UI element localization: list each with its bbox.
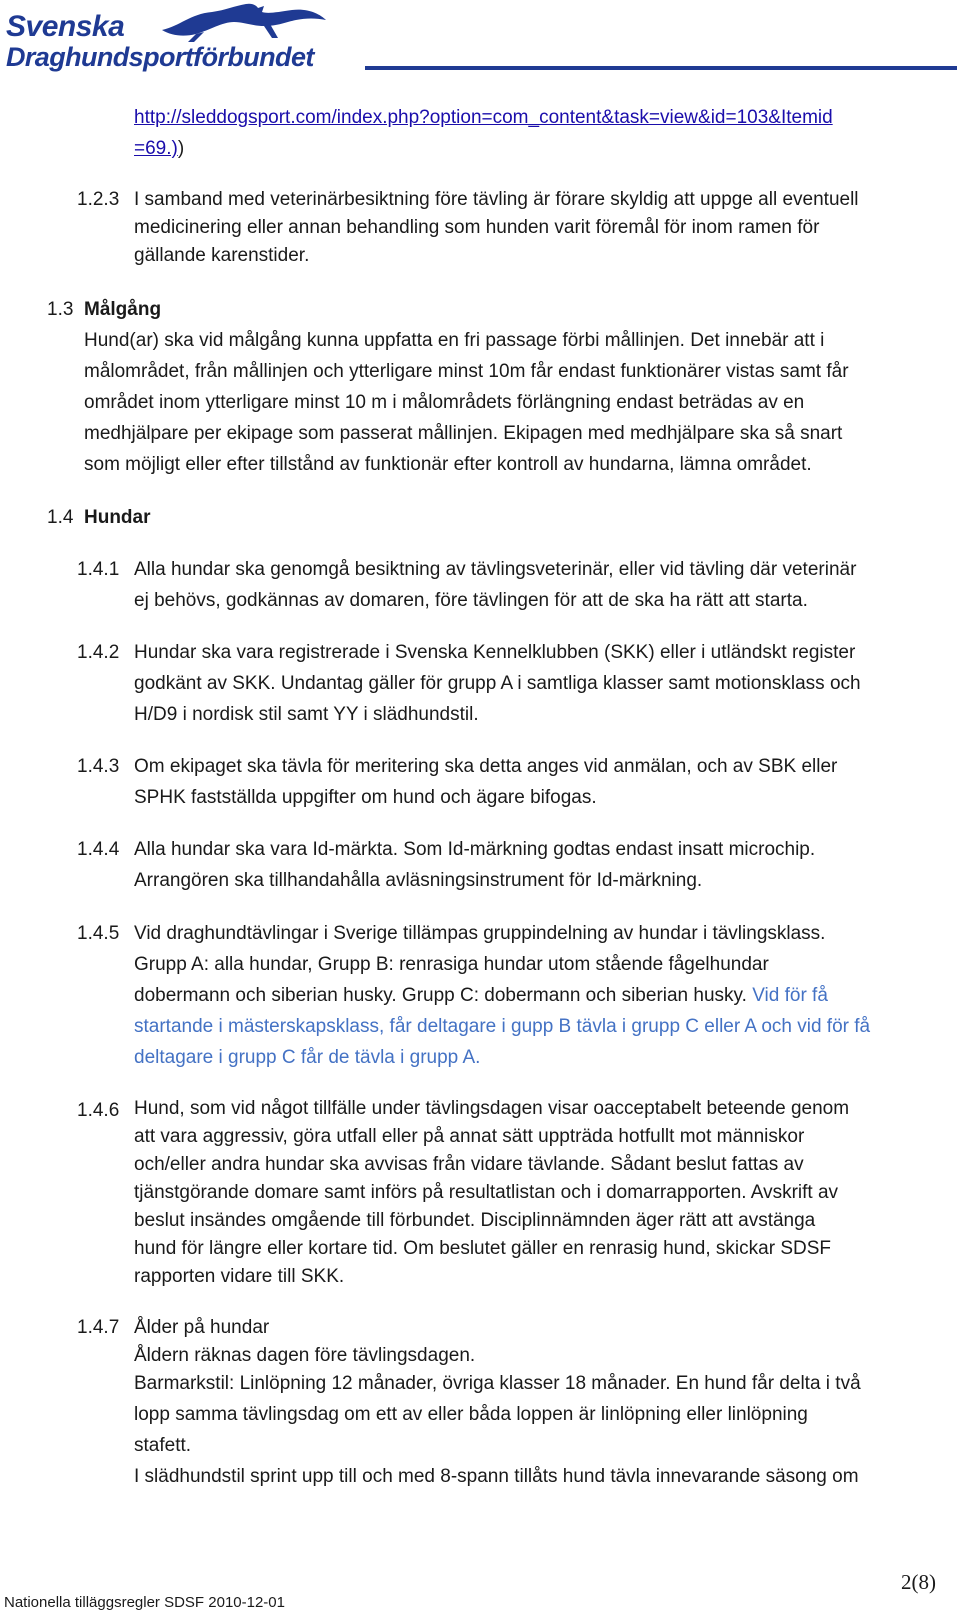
section-number: 1.4.3 xyxy=(77,756,120,777)
footer-document-title: Nationella tilläggsregler SDSF 2010-12-01 xyxy=(4,1594,285,1611)
section-number: 1.4 xyxy=(47,507,74,528)
reference-link-line1[interactable]: http://sleddogsport.com/index.php?option=com_content&task=view&id=103&Itemid xyxy=(134,107,833,128)
header-divider xyxy=(365,66,957,70)
running-dog-logo-icon xyxy=(160,0,330,44)
section-1-4-5-text: Vid draghundtävlingar i Sverige tillämpas gruppindelning av hundar i tävlingsklass. Grupp A: alla hundar, Grupp B: renrasiga hundar utom stående fågelhundar dobermann och siberian husky. Grupp C: dobermann och siberian husky. Vid för få startande i mästerskapsklass, får deltagare i gupp B tävla i grupp C eller A och vid för få deltagare i grupp C får de tävla i grupp A. xyxy=(134,918,870,1073)
section-1-4-7-text: Barmarkstil: Linlöpning 12 månader, övriga klasser 18 månader. En hund får delta i två lopp samma tävlingsdag om ett av eller båda loppen är linlöpning eller linlöpning stafett. I slädhundstil sprint upp till och med 8-spann tillåts hund tävla innevarande säsong om xyxy=(134,1373,861,1487)
section-heading-malgang: Målgång xyxy=(84,299,162,320)
section-1-3-text: Hund(ar) ska vid målgång kunna uppfatta en fri passage förbi mållinjen. Det innebär att i målområdet, från mållinjen och ytterligare minst 10m får endast funktionärer vistas samt får området inom ytterligare minst 10 m i målområdets förlängning endast beträdas av en medhjälpare per ekipage som passerat mållinjen. Ekipagen med medhjälpare ska så snart som möjligt eller efter tillstånd av funktionär efter kontroll av hundarna, lämna området. xyxy=(84,330,849,475)
section-number: 1.4.1 xyxy=(77,559,120,580)
amended-text: deltagare i grupp C får de tävla i grupp A. xyxy=(134,1047,481,1068)
section-number: 1.2.3 xyxy=(77,189,120,210)
section-1-4-1-text: Alla hundar ska genomgå besiktning av tävlingsveterinär, eller vid tävling där veterinär ej behövs, godkännas av domaren, före tävlingen för att de ska ha rätt att starta. xyxy=(134,559,857,611)
section-number: 1.4.7 xyxy=(77,1317,120,1338)
section-heading-hundar: Hundar xyxy=(84,507,151,528)
section-1-4-3-text: Om ekipaget ska tävla för meritering ska detta anges vid anmälan, och av SBK eller SPHK fastställda uppgifter om hund och ägare bifogas. xyxy=(134,756,838,808)
section-1-2-3-text: I samband med veterinärbesiktning före tävling är förare skyldig att uppge all eventuell medicinering eller annan behandling som hunden varit föremål för inom ramen för gällande karenstider. xyxy=(134,189,859,266)
section-number: 1.4.5 xyxy=(77,923,120,944)
page-number: 2(8) xyxy=(901,1570,936,1594)
page-header xyxy=(0,0,960,80)
section-1-4-6-text: Hund, som vid något tillfälle under tävlingsdagen visar oacceptabelt beteende genom att vara aggressiv, göra utfall eller på annat sätt uppträda hotfullt mot människor och/eller andra hundar ska avvisas från vidare tävlande. Sådant beslut fattas av tjänstgörande domare samt införs på resultatlistan och i domarrapporten. Avskrift av beslut insändes omgående till förbundet. Disciplinnämnden äger rätt att avstänga hund för längre eller kortare tid. Om beslutet gäller en renrasig hund, skickar SDSF rapporten vidare till SKK. xyxy=(134,1098,850,1287)
section-1-4-2-text: Hundar ska vara registrerade i Svenska Kennelklubben (SKK) eller i utländskt register godkänt av SKK. Undantag gäller för grupp A i samtliga klasser samt motionsklass och H/D9 i nordisk stil samt YY i slädhundstil. xyxy=(134,642,861,725)
section-number: 1.4.4 xyxy=(77,839,120,860)
section-number: 1.4.6 xyxy=(77,1100,120,1121)
section-number: 1.3 xyxy=(47,299,74,320)
section-1-4-7-heading-text: Ålder på hundar Åldern räknas dagen före tävlingsdagen. xyxy=(134,1317,476,1366)
amended-text: startande i mästerskapsklass, får deltagare i gupp B tävla i grupp C eller A och vid för få xyxy=(134,1016,871,1037)
amended-text: Vid för få xyxy=(746,985,828,1006)
reference-link-line2[interactable]: =69.)) xyxy=(134,138,185,159)
section-number: 1.4.2 xyxy=(77,642,120,663)
logo-text-organisation: Draghundsportförbundet xyxy=(6,42,314,72)
logo-text-svenska: Svenska xyxy=(6,10,125,43)
section-1-4-4-text: Alla hundar ska vara Id-märkta. Som Id-märkning godtas endast insatt microchip. Arrangören ska tillhandahålla avläsningsinstrument för Id-märkning. xyxy=(134,839,816,891)
